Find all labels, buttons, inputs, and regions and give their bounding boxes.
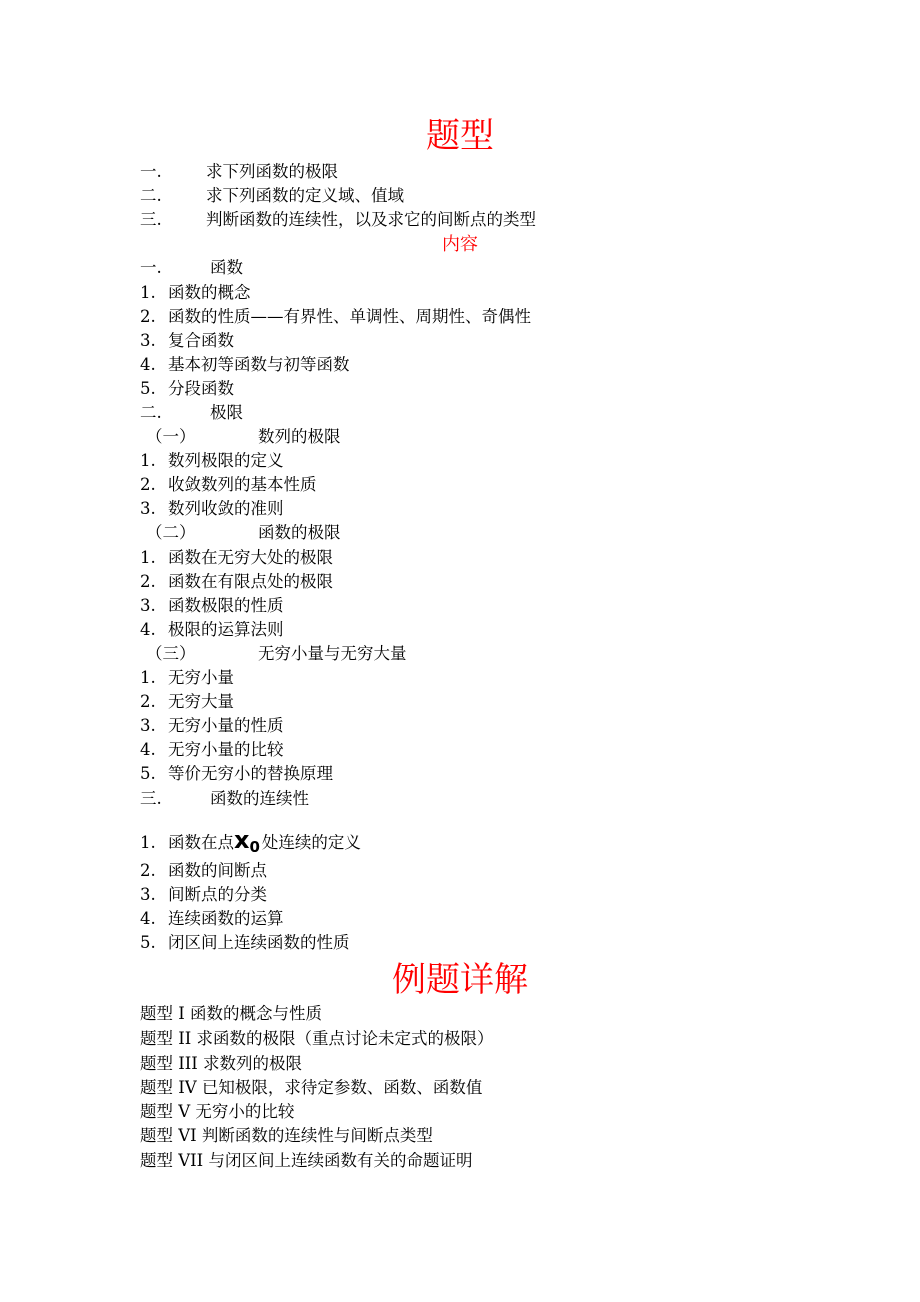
item-number: 2. [140, 572, 156, 591]
item-text: 数列极限的定义 [168, 451, 284, 470]
item-text: 无穷小量 [168, 668, 234, 687]
list-item [140, 546, 333, 570]
section-heading-continuity [140, 787, 309, 811]
item-number: 5. [140, 933, 156, 952]
content-title: 内容 [442, 234, 478, 255]
item-number: 1. [140, 283, 156, 302]
item-number: 3. [140, 331, 156, 350]
section-heading-limits [140, 401, 243, 425]
section-heading-functions [140, 256, 243, 280]
item-text: 函数在有限点处的极限 [168, 572, 333, 591]
item-text: 函数的间断点 [168, 861, 267, 880]
item-text: 基本初等函数与初等函数 [168, 355, 350, 374]
item-text: 间断点的分类 [168, 885, 267, 904]
subsection-heading-infinitesimals [140, 642, 407, 666]
example-type-6: 题型 VI 判断函数的连续性与间断点类型 [140, 1126, 433, 1145]
x0-formula [234, 826, 262, 856]
item-number: 3. [140, 885, 156, 904]
item-text: 无穷小量的比较 [168, 740, 284, 759]
list-item [140, 931, 350, 955]
item-number: 2. [140, 307, 156, 326]
question-type-text: 求下列函数的极限 [206, 162, 338, 181]
subsection-title: 无穷小量与无穷大量 [258, 644, 407, 663]
example-type-4: 题型 IV 已知极限，求待定参数、函数、函数值 [140, 1078, 483, 1097]
item-number: 4. [140, 909, 156, 928]
list-item [140, 305, 531, 329]
item-number: 3. [140, 499, 156, 518]
item-text: 函数极限的性质 [168, 596, 284, 615]
item-text: 函数的概念 [168, 283, 251, 302]
item-number: 4. [140, 740, 156, 759]
list-item [140, 618, 284, 642]
list-item [140, 449, 284, 473]
subsection-heading-function-limits [140, 521, 341, 545]
item-text: 函数的性质——有界性、单调性、周期性、奇偶性 [168, 307, 531, 326]
question-type-3 [140, 208, 536, 232]
item-text: 复合函数 [168, 331, 234, 350]
list-item [140, 329, 234, 353]
question-type-number: 二. [140, 186, 162, 205]
example-type-2: 题型 II 求函数的极限（重点讨论未定式的极限） [140, 1029, 494, 1048]
item-text: 连续函数的运算 [168, 909, 284, 928]
question-type-number: 三. [140, 210, 162, 229]
example-type-5: 题型 V 无穷小的比较 [140, 1102, 295, 1121]
subsection-title: 函数的极限 [258, 523, 341, 542]
subsection-number: （一） [146, 427, 196, 446]
section-title: 极限 [210, 403, 243, 422]
main-title: 题型 [426, 116, 494, 156]
question-type-1 [140, 160, 338, 184]
section-title: 函数的连续性 [210, 789, 309, 808]
item-text: 无穷小量的性质 [168, 716, 284, 735]
question-type-2 [140, 184, 404, 208]
item-text: 分段函数 [168, 379, 234, 398]
examples-title: 例题详解 [392, 960, 528, 1000]
item-number: 1. [140, 548, 156, 567]
example-type-7: 题型 VII 与闭区间上连续函数有关的命题证明 [140, 1151, 473, 1170]
list-item [140, 883, 267, 907]
list-item [140, 738, 284, 762]
section-number: 一. [140, 258, 162, 277]
list-item [140, 281, 251, 305]
question-type-number: 一. [140, 162, 162, 181]
list-item [140, 690, 234, 714]
list-item [140, 377, 234, 401]
item-number: 5. [140, 764, 156, 783]
item-number: 2. [140, 861, 156, 880]
list-item [140, 714, 284, 738]
subsection-number: （三） [146, 644, 196, 663]
item-text: 函数在点 [168, 833, 234, 852]
item-number: 5. [140, 379, 156, 398]
formula-variable: x [234, 826, 250, 854]
subsection-number: （二） [146, 523, 196, 542]
item-number: 3. [140, 596, 156, 615]
list-item [140, 762, 333, 786]
list-item [140, 353, 350, 377]
item-text: 处连续的定义 [261, 833, 361, 852]
list-item [140, 666, 234, 690]
item-number: 4. [140, 620, 156, 639]
item-text: 等价无穷小的替换原理 [168, 764, 333, 783]
list-item [140, 594, 284, 618]
example-type-3: 题型 III 求数列的极限 [140, 1054, 303, 1073]
list-item [140, 497, 284, 521]
item-text: 收敛数列的基本性质 [168, 475, 317, 494]
item-text: 函数在无穷大处的极限 [168, 548, 333, 567]
subsection-heading-sequence-limits [140, 425, 341, 449]
formula-subscript: 0 [249, 838, 260, 856]
list-item [140, 907, 284, 931]
list-item [140, 473, 317, 497]
list-item [140, 859, 267, 883]
section-title: 函数 [210, 258, 243, 277]
item-number: 2. [140, 475, 156, 494]
section-number: 三. [140, 789, 162, 808]
item-number: 2. [140, 692, 156, 711]
item-number: 3. [140, 716, 156, 735]
item-text: 闭区间上连续函数的性质 [168, 933, 350, 952]
item-number: 1. [140, 833, 156, 852]
question-type-text: 求下列函数的定义域、值域 [206, 186, 404, 205]
item-text: 数列收敛的准则 [168, 499, 284, 518]
list-item [140, 826, 361, 856]
item-number: 1. [140, 668, 156, 687]
subsection-title: 数列的极限 [258, 427, 341, 446]
section-number: 二. [140, 403, 162, 422]
item-text: 无穷大量 [168, 692, 234, 711]
example-type-1: 题型 I 函数的概念与性质 [140, 1004, 323, 1023]
item-number: 4. [140, 355, 156, 374]
item-text: 极限的运算法则 [168, 620, 284, 639]
question-type-text: 判断函数的连续性，以及求它的间断点的类型 [206, 210, 536, 229]
item-number: 1. [140, 451, 156, 470]
list-item [140, 570, 333, 594]
